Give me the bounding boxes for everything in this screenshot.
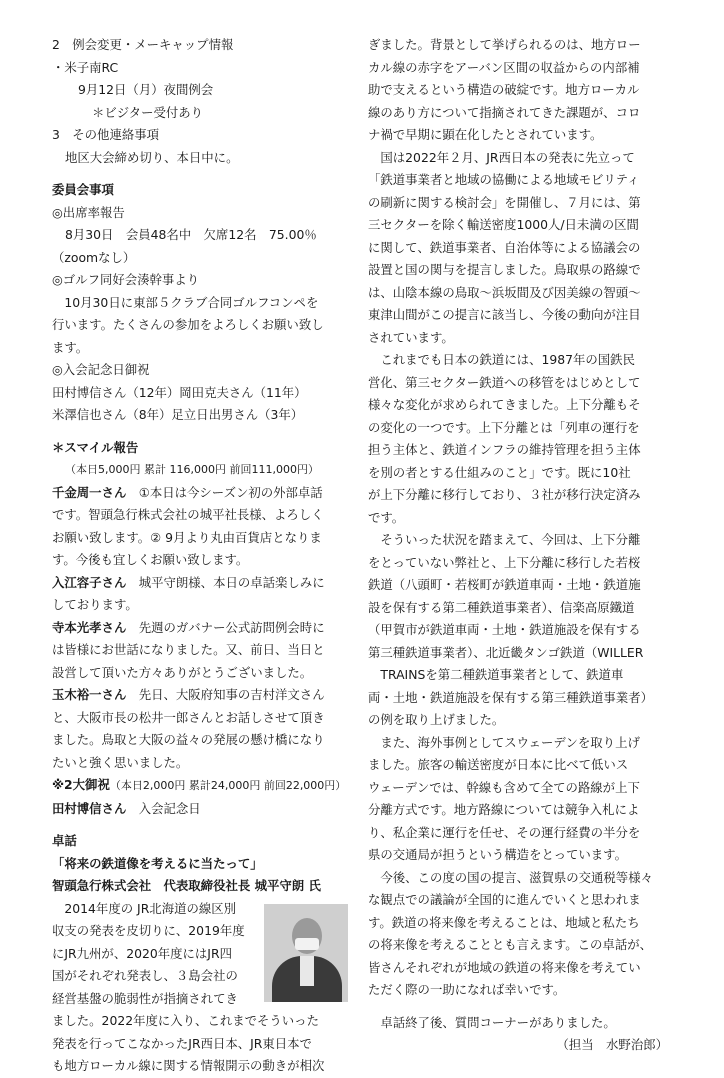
anniversary-line-1: 田村博信さん（12年）岡田克夫さん（11年） bbox=[52, 384, 307, 400]
body-text: の将来像を考えることとも言えます。この卓話が、 bbox=[368, 937, 652, 952]
nidai-entry: 田村博信さん 入会記念日 bbox=[52, 800, 201, 816]
smile-entry-1: 千金周一さん ①本日は今シーズン初の外部卓話 bbox=[52, 484, 323, 500]
body-text: ナ禍で早期に顕在化したとされています。 bbox=[368, 127, 603, 142]
smile-name-3: 寺本光孝さん bbox=[52, 619, 127, 635]
smile-name-4: 玉木裕一さん bbox=[52, 687, 127, 702]
attendance-title: ◎出席率報告 bbox=[52, 204, 125, 220]
body-text: 様々な変化が求められてきました。上下分離もそ bbox=[368, 397, 641, 412]
body-text: を別の者とする仕組みのこと」です。既に10社 bbox=[368, 464, 631, 480]
body-text: の刷新に関する検討会」を開催し、７月には、第 bbox=[368, 194, 641, 210]
smile-title: ＊スマイル報告 bbox=[52, 439, 139, 455]
body-text: 分離方式です。地方路線については競争入札によ bbox=[368, 802, 640, 817]
talk-text: 経営基盤の脆弱性が指摘されてき bbox=[52, 990, 238, 1006]
smile-text: たいと強く思いました。 bbox=[52, 754, 189, 770]
body-text: 皆さんそれぞれが地域の鉄道の将来像を考えてい bbox=[368, 959, 641, 975]
closing-text: 卓話終了後、質問コーナーがありました。 bbox=[380, 1014, 616, 1030]
talk-text: 2014年度の JR北海道の線区別 bbox=[64, 900, 237, 916]
talk-text: にJR九州が、2020年度にはJR四 bbox=[52, 945, 232, 961]
smile-entry-2: 入江容子さん 城平守朗様、本日の卓話楽しみに bbox=[52, 574, 325, 590]
smile-text: 設営して頂いた方々ありがとうございました。 bbox=[52, 664, 313, 680]
golf-text-3: ます。 bbox=[52, 339, 89, 355]
committee-title: 委員会事項 bbox=[52, 182, 114, 197]
talk-theme: 「将来の鉄道像を考えるに当たって」 bbox=[52, 855, 263, 871]
body-text: 東津山間がこの提言に該当し、今後の動向が注目 bbox=[368, 307, 641, 322]
anniversary-title: ◎入会記念日御祝 bbox=[52, 362, 150, 377]
body-text: です。 bbox=[368, 509, 405, 525]
body-text: 設置と国の関与を提言しました。鳥取県の路線で bbox=[368, 262, 641, 277]
body-text: そういった状況を踏まえて、今回は、上下分離 bbox=[380, 532, 641, 547]
golf-title: ◎ゴルフ同好会湊幹事より bbox=[52, 272, 200, 287]
body-text: が上下分離に移行しており、３社が移行決定済み bbox=[368, 487, 641, 502]
body-text: 国は2022年２月、JR西日本の発表に先立って bbox=[380, 149, 635, 165]
item2-club: ・米子南RC bbox=[52, 59, 119, 75]
golf-text-2: 行います。たくさんの参加をよろしくお願い致し bbox=[52, 317, 324, 332]
body-text: （甲賀市が鉄道車両・土地・鉄道施設を保有する bbox=[368, 622, 641, 637]
body-text: 県の交通局が担うという構造をとっています。 bbox=[368, 847, 627, 862]
talk-intro bbox=[52, 898, 348, 1011]
body-text: は、山陰本線の鳥取～浜坂間及び因美線の智頭～ bbox=[368, 284, 641, 300]
body-text: ぎました。背景として挙げられるのは、地方ロー bbox=[368, 37, 641, 52]
talk-text: 国がそれぞれ発表し、３島会社の bbox=[52, 968, 238, 983]
item3-text: 地区大会締め切り、本日中に。 bbox=[65, 149, 239, 165]
talk-text: 発表を行ってこなかったJR西日本、JR東日本で bbox=[52, 1035, 312, 1051]
body-text: ただく際の一助になれば幸いです。 bbox=[368, 982, 566, 997]
body-text: 三セクターを除く輸送密度1000人/日未満の区間 bbox=[368, 217, 639, 232]
talk-text: も地方ローカル線に関する情報開示の動きが相次 bbox=[52, 1058, 325, 1073]
body-text: また、海外事例としてスウェーデンを取り上げ bbox=[380, 734, 640, 750]
smile-name-1: 千金周一さん bbox=[52, 484, 127, 500]
talk-text: ました。2022年度に入り、これまでそういった bbox=[52, 1013, 319, 1028]
smile-text: です。智頭急行株式会社の城平社長様、よろしく bbox=[52, 507, 324, 522]
anniversary-line-2: 米澤信也さん（8年）足立日出男さん（3年） bbox=[52, 407, 304, 422]
item3-title: 3 その他連絡事項 bbox=[52, 127, 160, 142]
right-column bbox=[368, 34, 668, 1057]
smile-name-2: 入江容子さん bbox=[52, 574, 127, 590]
smile-text: しております。 bbox=[52, 597, 138, 612]
item2-date: 9月12日（月）夜間例会 bbox=[78, 82, 214, 97]
smile-text: と、大阪市長の松井一郎さんとお話しさせて頂き bbox=[52, 709, 325, 725]
item2-note: ＊ビジター受付あり bbox=[92, 104, 204, 120]
attendance-line: 8月30日 会員48名中 欠席12名 75.00％ bbox=[65, 227, 317, 242]
body-text: 「鉄道事業者と地域の協働による地域モビリティ bbox=[368, 172, 640, 187]
body-text: 線のあり方について指摘されてきた課題が、コロ bbox=[368, 104, 641, 120]
signature: （担当 水野治郎） bbox=[556, 1037, 668, 1052]
body-text: に関して、鉄道事業者、自治体等による協議会の bbox=[368, 239, 641, 255]
smile-text: は皆様にお世話になりました。又、前日、当日と bbox=[52, 642, 325, 657]
smile-entry-4: 玉木裕一さん 先日、大阪府知事の吉村洋文さん bbox=[52, 687, 325, 702]
body-text: の例を取り上げました。 bbox=[368, 712, 505, 727]
golf-text-1: 10月30日に東部５クラブ合同ゴルフコンペを bbox=[64, 294, 319, 310]
body-text: 両・土地・鉄道施設を保有する第三種鉄道事業者） bbox=[368, 689, 653, 705]
talk-title: 卓話 bbox=[52, 833, 77, 848]
body-text: ました。旅客の輸送密度が日本に比べて低いス bbox=[368, 757, 629, 772]
body-text: 今後、この度の国の提言、滋賀県の交通税等様々 bbox=[380, 869, 653, 885]
body-text: 担う主体と、鉄道インフラの維持管理を担う主体 bbox=[368, 442, 641, 457]
body-text: 助で支えるという構造の破綻です。地方ローカル bbox=[368, 82, 640, 97]
speaker-photo bbox=[264, 904, 348, 1002]
talk-text: 収支の発表を皮切りに、2019年度 bbox=[52, 923, 245, 938]
nidai-line bbox=[52, 774, 348, 798]
nidai-name: 田村博信さん bbox=[52, 800, 127, 816]
body-text: す。鉄道の将来像を考えることは、地域と私たち bbox=[368, 914, 640, 930]
body-text: されています。 bbox=[368, 329, 454, 345]
body-text: TRAINSを第二種鉄道事業者として、鉄道車 bbox=[380, 667, 624, 682]
left-column bbox=[52, 34, 348, 1078]
smile-text: ました。鳥取と大阪の益々の発展の懸け橋になり bbox=[52, 732, 325, 747]
body-text: をとっていない弊社と、上下分離に移行した若桜 bbox=[368, 554, 641, 570]
smile-totals: （本日5,000円 累計 116,000円 前回111,000円） bbox=[65, 463, 319, 476]
smile-entry-3: 寺本光孝さん 先週のガバナー公式訪問例会時に bbox=[52, 619, 325, 635]
body-text: り、私企業に運行を任せ、その運行経費の半分を bbox=[368, 824, 641, 840]
attendance-note: （zoomなし） bbox=[52, 249, 136, 265]
body-text: これまでも日本の鉄道には、1987年の国鉄民 bbox=[380, 352, 635, 367]
nidai-totals: （本日2,000円 累計24,000円 前回22,000円） bbox=[109, 779, 347, 792]
body-text: カル線の赤字をアーバン区間の収益からの内部補 bbox=[368, 59, 640, 75]
body-text: 第三種鉄道事業者）、北近畿タンゴ鉄道（WILLER bbox=[368, 644, 644, 660]
talk-speaker: 智頭急行株式会社 代表取締役社長 城平守朗 氏 bbox=[52, 878, 321, 893]
body-text: ウェーデンでは、幹線も含めて全ての路線が上下 bbox=[368, 779, 640, 795]
body-text: 営化、第三セクター鉄道への移管をはじめとして bbox=[368, 374, 641, 390]
body-text: 鉄道（八頭町・若桜町が鉄道車両・土地・鉄道施 bbox=[368, 577, 641, 592]
body-text: 設を保有する第二種鉄道事業者）、信楽高原鐵道 bbox=[368, 599, 635, 615]
item2-title: 2 例会変更・メーキャップ情報 bbox=[52, 37, 234, 52]
body-text: な観点での議論が全国的に進んでいくと思われま bbox=[368, 892, 641, 907]
nidai-label: ※2大御祝 bbox=[52, 777, 110, 792]
smile-text: す。今後も宜しくお願い致します。 bbox=[52, 552, 249, 567]
body-text: の変化の一つです。上下分離とは「列車の運行を bbox=[368, 419, 640, 435]
smile-text: お願い致します。② 9月より丸由百貨店となりま bbox=[52, 529, 322, 545]
